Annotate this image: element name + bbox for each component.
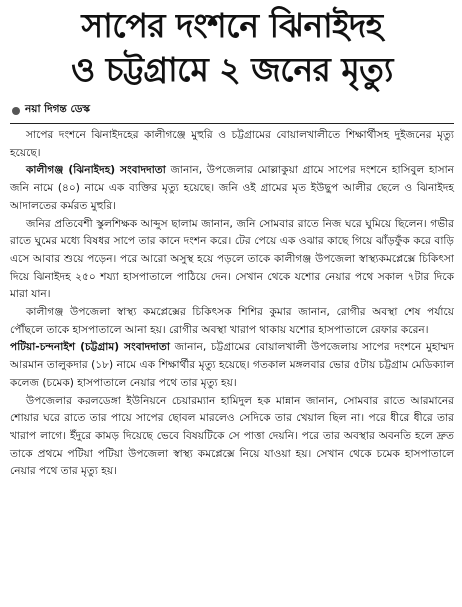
paragraph-text: সাপের দংশনে ঝিনাইদহের কালীগঞ্জে মুহুরি ও চট্টগ্রামের বোয়ালখালীতে শিক্ষার্থীসহ দুইজনের মৃত্যু হয়েছে। (10, 129, 454, 159)
paragraph-lead: পটিয়া-চন্দনাইশ (চট্টগ্রাম) সংবাদদাতা (10, 341, 170, 354)
divider (10, 123, 454, 124)
byline (10, 102, 454, 119)
headline-line-2: ও চট্টগ্রামে ২ জনের মৃত্যু (71, 50, 393, 89)
paragraph (10, 127, 454, 162)
bullet-icon (12, 107, 20, 115)
paragraph-text: জানান, উপজেলার মোল্লাকুয়া গ্রামে সাপের দংশনে হাসিবুল হাসান জনি নামে (৪০) নামে এক ব্যক্তির মৃত্যু হয়েছে। জনি ওই গ্রামের মৃত ইউছুপ আলীর ছেলে ও ঝিনাইদহ আদালতের কর্মরত মুহুরি। (10, 164, 454, 212)
headline (10, 4, 454, 92)
paragraph (10, 304, 454, 339)
paragraph-text: জানান, চট্টগ্রামের বোয়ালখালী উপজেলায় সাপের দংশনে মুহাম্মদ আরমান তালুকদার (১৮) নামে এক শিক্ষার্থীর মৃত্যু হয়েছে। গতকাল মঙ্গলবার ভোর ৫টায় চট্টগ্রাম মেডিক্যাল কলেজ (চমেক) হাসপাতালে নেয়ার পথে তার মৃত্যু হয়। (10, 341, 454, 389)
byline-text: নয়া দিগন্ত ডেস্ক (25, 103, 90, 115)
paragraph (10, 393, 454, 482)
headline-line-1: সাপের দংশনে ঝিনাইদহ (81, 6, 383, 45)
paragraph-text: উপজেলার করলডেঙ্গা ইউনিয়নে চেয়ারম্যান হামিদুল হক মান্নান জানান, সোমবার রাতে আরমানের শোয়ার ঘরে রাতে তার পায়ে সাপের ছোবল মারলেও সেদিকে তার খেয়াল ছিল না। পরে ধীরে ধীরে তার খারাপ লাগে। ইঁদুরে কামড় দিয়েছে ভেবে বিষয়টিকে সে পাত্তা দেয়নি। পরে তার অবস্থার অবনতি হলে দ্রুত তাকে প্রথমে পটিয়া পটিয়া উপজেলা স্বাস্থ্য কমপ্লেক্সে নিয়ে যাওয়া হয়। সেখান থেকে চমেক হাসপাতালে নেয়ার পথে তার মৃত্যু হয়। (10, 394, 454, 478)
paragraph (10, 216, 454, 305)
paragraph-text: জনির প্রতিবেশী স্কুলশিক্ষক আব্দুস ছালাম জানান, জনি সোমবার রাতে নিজ ঘরে ঘুমিয়ে ছিলেন। গভীর রাতে ঘুমের মধ্যে বিষধর সাপে তার কানে দংশন করে। টের পেয়ে এক ওঝার কাছে গিয়ে ঝাঁড়ফুঁক করে বাড়ি এসে আবার শুয়ে পড়েন। পরে আরো অসুস্থ হয়ে পড়লে তাকে কালীগঞ্জ উপজেলা স্বাস্থ্যকমপ্লেক্সে চিকিৎসা দিয়ে ঝিনাইদহ ২৫০ শয্যা হাসপাতালে পাঠিয়ে দেন। সেখান থেকে যশোর নেয়ার পথে সকাল ৭টার দিকে মারা যান। (10, 217, 454, 301)
paragraph (10, 162, 454, 215)
paragraph-lead: কালীগঞ্জ (ঝিনাইদহ) সংবাদদাতা (26, 164, 166, 177)
article-body (10, 127, 454, 481)
paragraph (10, 339, 454, 392)
paragraph-text: কালীগঞ্জ উপজেলা স্বাস্থ্য কমপ্লেক্সের চিকিৎসক শিশির কুমার জানান, রোগীর অবস্থা শেষ পর্যায়ে পৌঁছলে তাকে হাসপাতালে আনা হয়। রোগীর অবস্থা খারাপ থাকায় যশোর হাসপাতালে রেফার করেন। (10, 306, 454, 336)
